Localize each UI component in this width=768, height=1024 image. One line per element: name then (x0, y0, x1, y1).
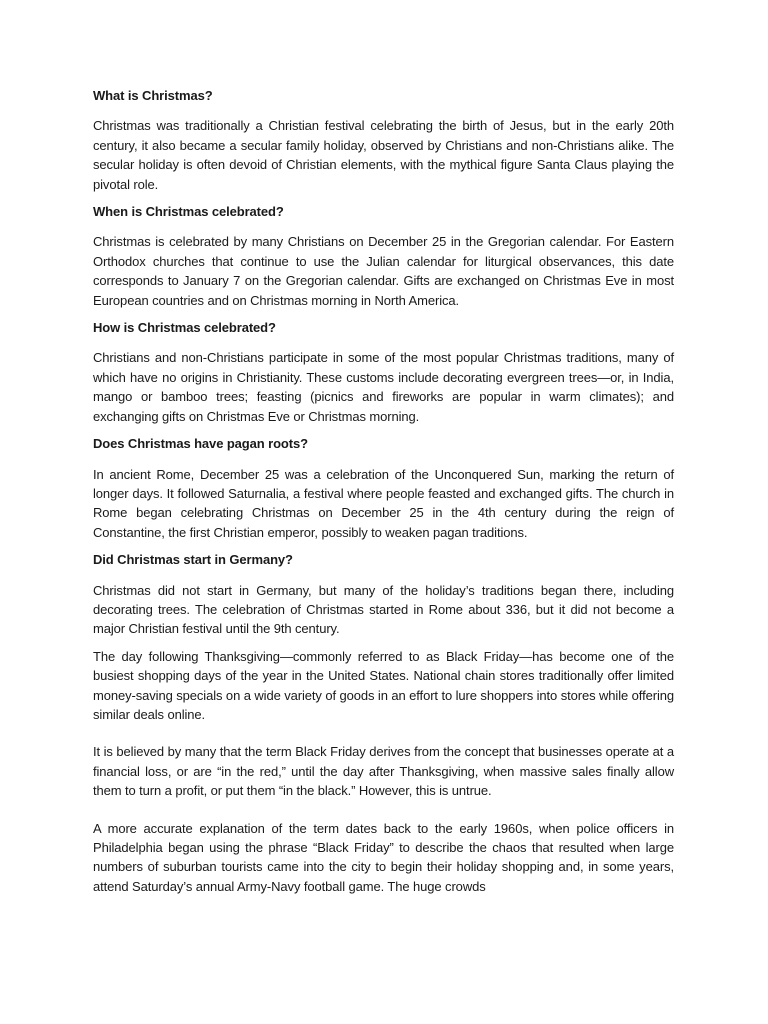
section-when-celebrated (93, 202, 674, 310)
section-pagan-roots (93, 434, 674, 542)
section-paragraph: Christmas is celebrated by many Christians on December 25 in the Gregorian calendar. For Eastern Orthodox churches that continue to use the Julian calendar for liturgical observances, this date corresponds to January 7 on the Gregorian calendar. Gifts are exchanged on Christmas Eve in most European countries and on Christmas morning in North America. (93, 234, 674, 308)
black-friday-paragraph: The day following Thanksgiving—commonly referred to as Black Friday—has become one of the busiest shopping days of the year in the United States. National chain stores traditionally offer limited money-saving specials on a wide variety of goods in an effort to lure shoppers into stores while offering similar deals online. (93, 648, 674, 722)
black-friday-paragraph: A more accurate explanation of the term dates back to the early 1960s, when police officers in Philadelphia began using the phrase “Black Friday” to describe the chaos that resulted when large numbers of suburban tourists came into the city to begin their holiday shopping and, in some years, attend Saturday’s annual Army-Navy football game. The huge crowds (93, 820, 674, 894)
section-heading: Did Christmas start in Germany? (93, 552, 293, 568)
section-what-is-christmas (93, 86, 674, 194)
section-heading: What is Christmas? (93, 88, 213, 103)
section-heading: Does Christmas have pagan roots? (93, 436, 308, 452)
section-heading: How is Christmas celebrated? (93, 320, 276, 336)
section-paragraph: Christians and non-Christians participate in some of the most popular Christmas traditions, many of which have no origins in Christianity. These customs include decorating evergreen trees—or, in India, mango or bamboo trees; feasting (picnics and fireworks are popular in warm climates); and exchanging gifts on Christmas Eve or Christmas morning. (93, 350, 674, 424)
document-page (93, 86, 674, 904)
section-paragraph: Christmas did not start in Germany, but many of the holiday’s traditions began there, including decorating trees. The celebration of Christmas started in Rome about 336, but it did not become a major Christian festival until the 9th century. (93, 582, 674, 637)
section-paragraph: In ancient Rome, December 25 was a celebration of the Unconquered Sun, marking the return of longer days. It followed Saturnalia, a festival where people feasted and exchanged gifts. The church in Rome began celebrating Christmas on December 25 in the 4th century during the reign of Constantine, the first Christian emperor, possibly to weaken pagan traditions. (93, 466, 674, 540)
black-friday-paragraph: It is believed by many that the term Black Friday derives from the concept that businesses operate at a financial loss, or are “in the red,” until the day after Thanksgiving, when massive sales finally allow them to turn a profit, or put them “in the black.” However, this is untrue. (93, 744, 674, 799)
section-heading: When is Christmas celebrated? (93, 204, 284, 220)
section-paragraph: Christmas was traditionally a Christian festival celebrating the birth of Jesus, but in the early 20th century, it also became a secular family holiday, observed by Christians and non-Christians alike. The secular holiday is often devoid of Christian elements, with the mythical figure Santa Claus playing the pivotal role. (93, 118, 674, 192)
section-how-celebrated (93, 318, 674, 426)
section-germany (93, 550, 674, 639)
